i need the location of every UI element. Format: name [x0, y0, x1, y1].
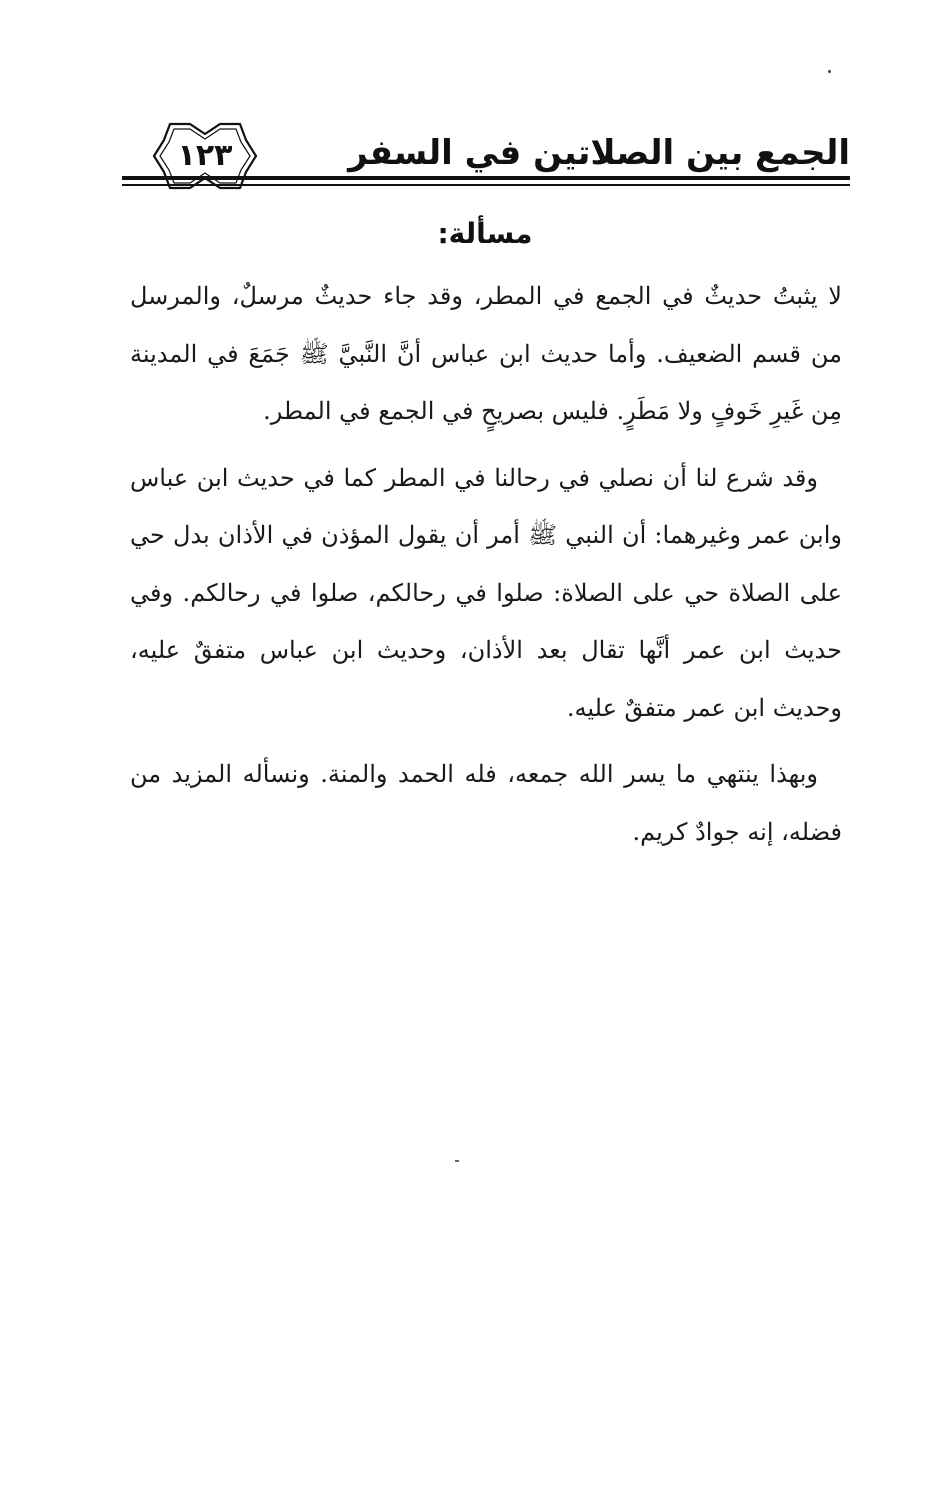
page-header [120, 118, 850, 198]
page-number: ١٢٣ [177, 138, 233, 173]
header-rule-thin [122, 184, 850, 186]
running-title: الجمع بين الصلاتين في السفر [348, 133, 850, 173]
scan-speck [455, 1160, 459, 1162]
paragraph-1: لا يثبتُ حديثٌ في الجمع في المطر، وقد جاء حديثٌ مرسلٌ، والمرسل من قسم الضعيف. وأما حديث ابن عباس أنَّ النَّبيَّ ﷺ جَمَعَ في المدينة مِن غَيرِ خَوفٍ ولا مَطَرٍ. فليس بصريحٍ في الجمع في المطر. [130, 282, 842, 425]
paragraph-3: وبهذا ينتهي ما يسر الله جمعه، فله الحمد والمنة. ونسأله المزيد من فضله، إنه جوادٌ كريم. [130, 760, 842, 846]
paragraph-2: وقد شرع لنا أن نصلي في رحالنا في المطر كما في حديث ابن عباس وابن عمر وغيرهما: أن النبي ﷺ أمر أن يقول المؤذن في الأذان بدل حي على الصلاة حي على الصلاة: صلوا في رحالكم، صلوا في رحالكم. وفي حديث ابن عمر أنَّها تقال بعد الأذان، وحديث ابن عباس متفقٌ عليه، وحديث ابن عمر متفقٌ عليه. [130, 463, 842, 722]
header-rule-thick [122, 176, 850, 180]
scan-speck [828, 70, 831, 73]
body-text [130, 268, 842, 870]
section-heading: مسألة: [437, 217, 533, 250]
page-number-badge [150, 118, 260, 194]
